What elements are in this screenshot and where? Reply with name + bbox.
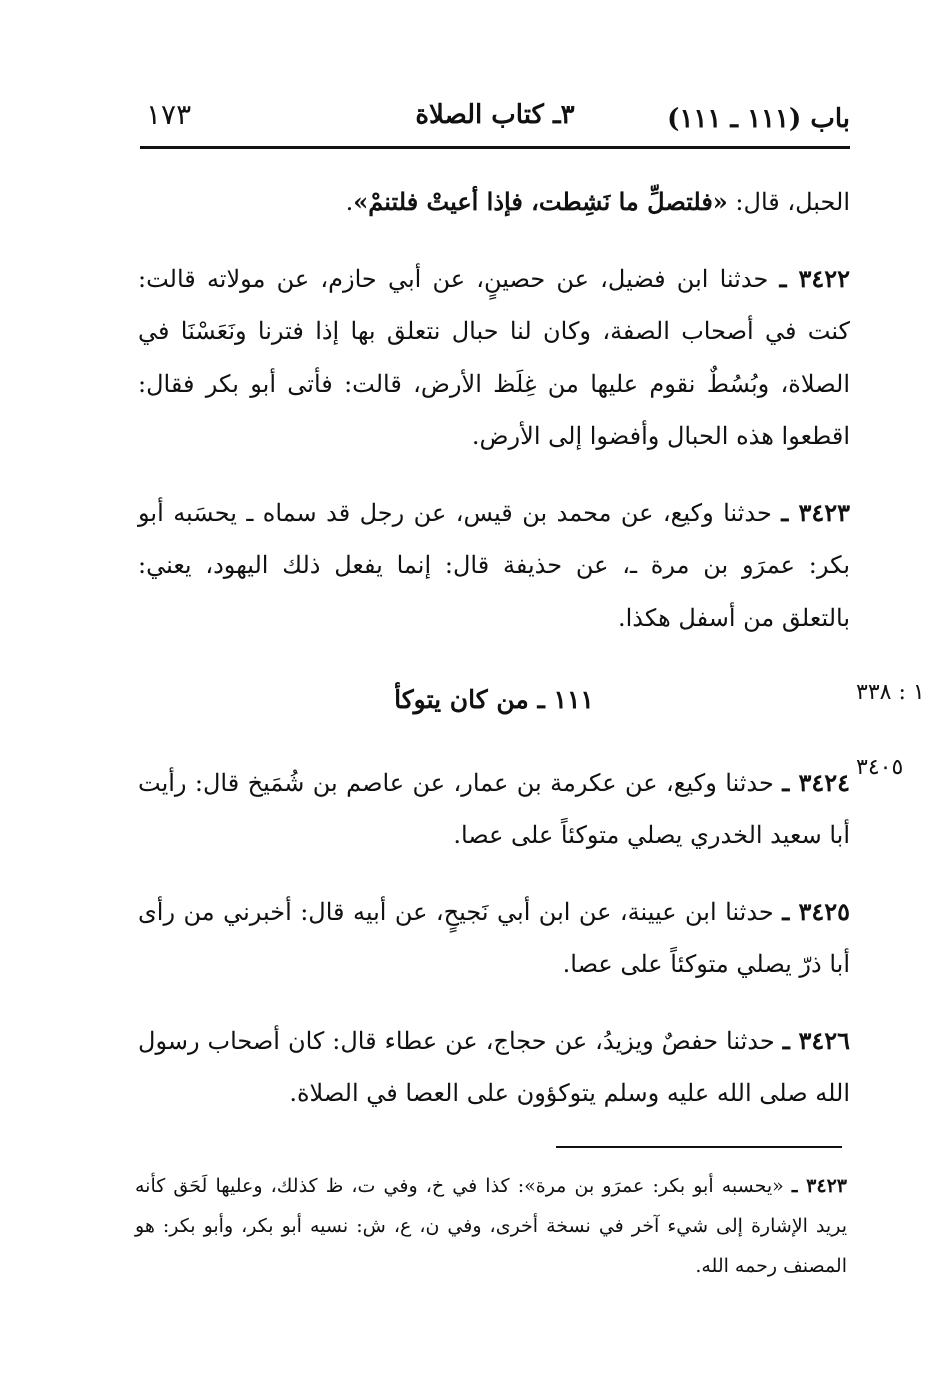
quoted-hadith: «فلتصلِّ ما نَشِطت، فإذا أعيتْ فلتنمْ» [353,187,728,216]
hadith-text: حدثنا وكيع، عن عكرمة بن عمار، عن عاصم بن شُمَيخ قال: رأيت أبا سعيد الخدري يصلي متوكئاً على عصا. [138,768,850,849]
hadith-3426 [138,1015,850,1120]
hadith-text: حدثنا ابن فضيل، عن حصينٍ، عن أبي حازم، عن مولاته قالت: كنت في أصحاب الصفة، وكان لنا حبال نتعلق بها إذا فترنا ونَعَسْنَا في الصلاة، وبُسُطٌ نقوم عليها من غِلَظ الأرض، قالت: فأتى أبو بكر فقال: اقطعوا هذه الحبال وأفضوا إلى الأرض. [138,264,850,450]
footnote [135,1166,847,1286]
hadith-number: ٣٤٢٥ ـ [782,896,851,926]
page-number: ١٧٣ [146,98,192,131]
hadith-number: ٣٤٢٢ ـ [779,263,850,293]
footnote-rule [556,1146,842,1148]
paragraph-continuation [138,176,850,229]
hadith-text: حدثنا ابن عيينة، عن ابن أبي نَجيحٍ، عن أبيه قال: أخبرني من رأى أبا ذرّ يصلي متوكئاً على عصا. [138,897,850,978]
main-text [138,176,850,1120]
hadith-text: حدثنا وكيع، عن محمد بن قيس، عن رجل قد سماه ـ يحسَبه أبو بكر: عمرَو بن مرة ـ، عن حذيفة قال: إنما يفعل ذلك اليهود، يعني: بالتعلق من أسفل هكذا. [138,498,850,632]
paragraph-text: . [345,188,354,216]
chapter-range: باب (١١١ ـ ١١١) [667,104,850,134]
hadith-3422 [138,253,850,463]
hadith-text: حدثنا حفصٌ ويزيدُ، عن حجاج، عن عطاء قال: كان أصحاب رسول الله صلى الله عليه وسلم يتوكؤون على العصا في الصلاة. [138,1026,850,1107]
footnote-text: «يحسبه أبو بكر: عمرَو بن مرة»: كذا في خ، وفي ت، ظ كذلك، وعليها لَحَق كأنه يريد الإشارة إلى شيء آخر في نسخة أخرى، وفي ن، ع، ش: نسيه أبو بكر، وأبو بكر: هو المصنف رحمه الله. [135,1175,847,1277]
hadith-3424 [138,757,850,862]
hadith-number: ٣٤٢٣ ـ [781,497,850,527]
page-header [140,98,850,144]
header-rule [140,146,850,149]
hadith-3425 [138,886,850,991]
paragraph-text: الحبل، قال: [727,188,850,216]
hadith-number: ٣٤٢٤ ـ [782,767,851,797]
footnote-3423 [135,1166,847,1286]
book-title: ٣ـ كتاب الصلاة [415,100,575,130]
section-heading: ١١١ ـ من كان يتوكأ [394,685,594,714]
margin-note-cross-ref: ٣٤٠٥ [856,755,904,780]
hadith-number: ٣٤٢٦ ـ [782,1025,850,1055]
hadith-3423 [138,487,850,645]
footnote-number: ٣٤٢٣ ـ [791,1175,847,1197]
margin-note-volume-page: ١ : ٣٣٨ [856,680,925,705]
